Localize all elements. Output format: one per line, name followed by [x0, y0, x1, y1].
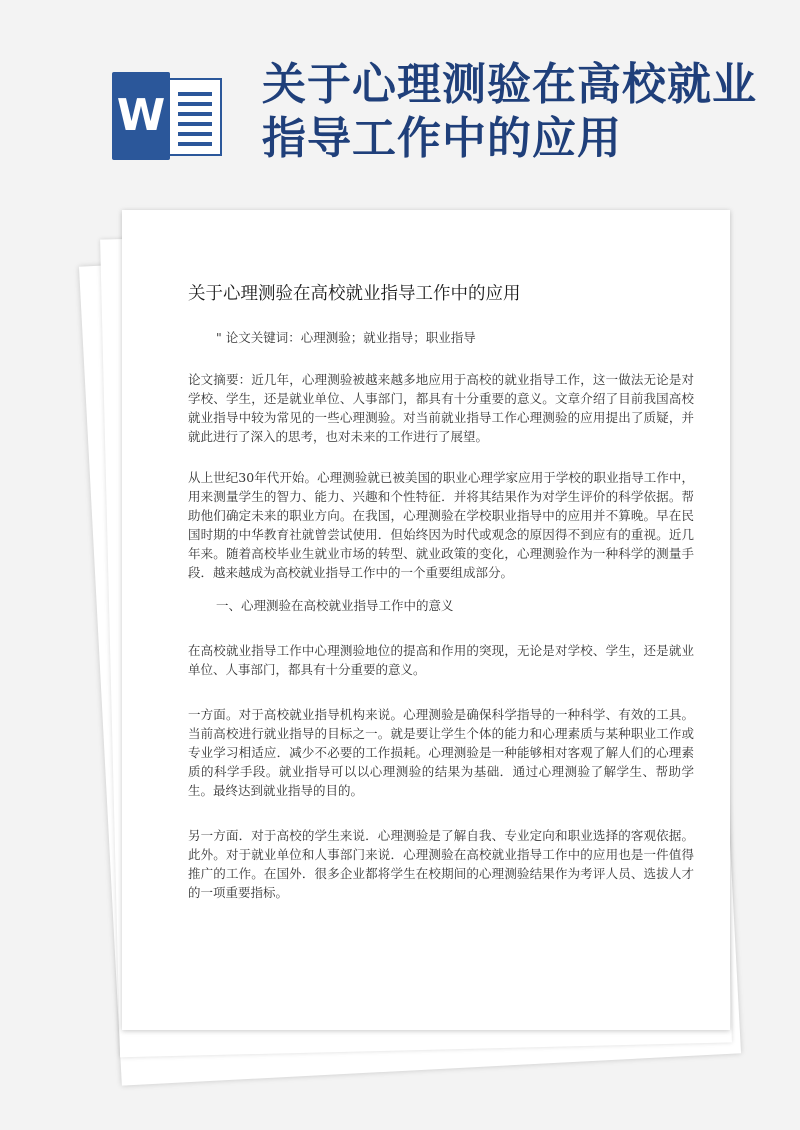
section-paragraph-3: 另一方面．对于高校的学生来说．心理测验是了解自我、专业定向和职业选择的客观依据。此外。对于就业单位和人事部门来说．心理测验在高校就业指导工作中的应用也是一件值得推广的工作。在国外．很多企业都将学生在校期间的心理测验结果作为考评人员、选拔人才的一项重要指标。 [188, 828, 694, 900]
section-heading: 一、心理测验在高校就业指导工作中的意义 [216, 598, 454, 613]
banner-title: 关于心理测验在高校就业指导工作中的应用 [262, 59, 757, 164]
abstract-paragraph: 论文摘要：近几年，心理测验被越来越多地应用于高校的就业指导工作，这一做法无论是对学校、学生，还是就业单位、人事部门，都具有十分重要的意义。文章介绍了目前我国高校就业指导中较为常见的一些心理测验。对当前就业指导工作心理测验的应用提出了质疑，并就此进行了深入的思考，也对未来的工作进行了展望。 [188, 372, 694, 444]
word-document-icon [112, 72, 224, 160]
word-logo-letter: W [112, 72, 170, 160]
document-title: 关于心理测验在高校就业指导工作中的应用 [188, 284, 521, 304]
section-paragraph-2: 一方面。对于高校就业指导机构来说。心理测验是确保科学指导的一种科学、有效的工具。当前高校进行就业指导的目标之一。就是要让学生个体的能力和心理素质与某种职业工作或专业学习相适应．减少不必要的工作损耗。心理测验是一种能够相对客观了解人们的心理素质的科学手段。就业指导可以以心理测验的结果为基础．通过心理测验了解学生、帮助学生。最终达到就业指导的目的。 [188, 707, 694, 798]
intro-paragraph: 从上世纪30年代开始。心理测验就已被美国的职业心理学家应用于学校的职业指导工作中，用来测量学生的智力、能力、兴趣和个性特征．并将其结果作为对学生评价的科学依据。帮助他们确定未来的职业方向。在我国，心理测验在学校职业指导中的应用并不算晚。早在民国时期的中华教育社就曾尝试使用．但始终因为时代或观念的原因得不到应有的重视。近几年来。随着高校毕业生就业市场的转型、就业政策的变化，心理测验作为一种科学的测量手段．越来越成为高校就业指导工作中的一个重要组成部分。 [188, 470, 694, 580]
section-paragraph-1: 在高校就业指导工作中心理测验地位的提高和作用的突现，无论是对学校、学生，还是就业单位、人事部门，都具有十分重要的意义。 [188, 643, 694, 677]
header-banner [0, 0, 800, 200]
keywords-line: " 论文关键词：心理测验；就业指导；职业指导 [216, 330, 476, 345]
document-page [122, 210, 730, 1030]
